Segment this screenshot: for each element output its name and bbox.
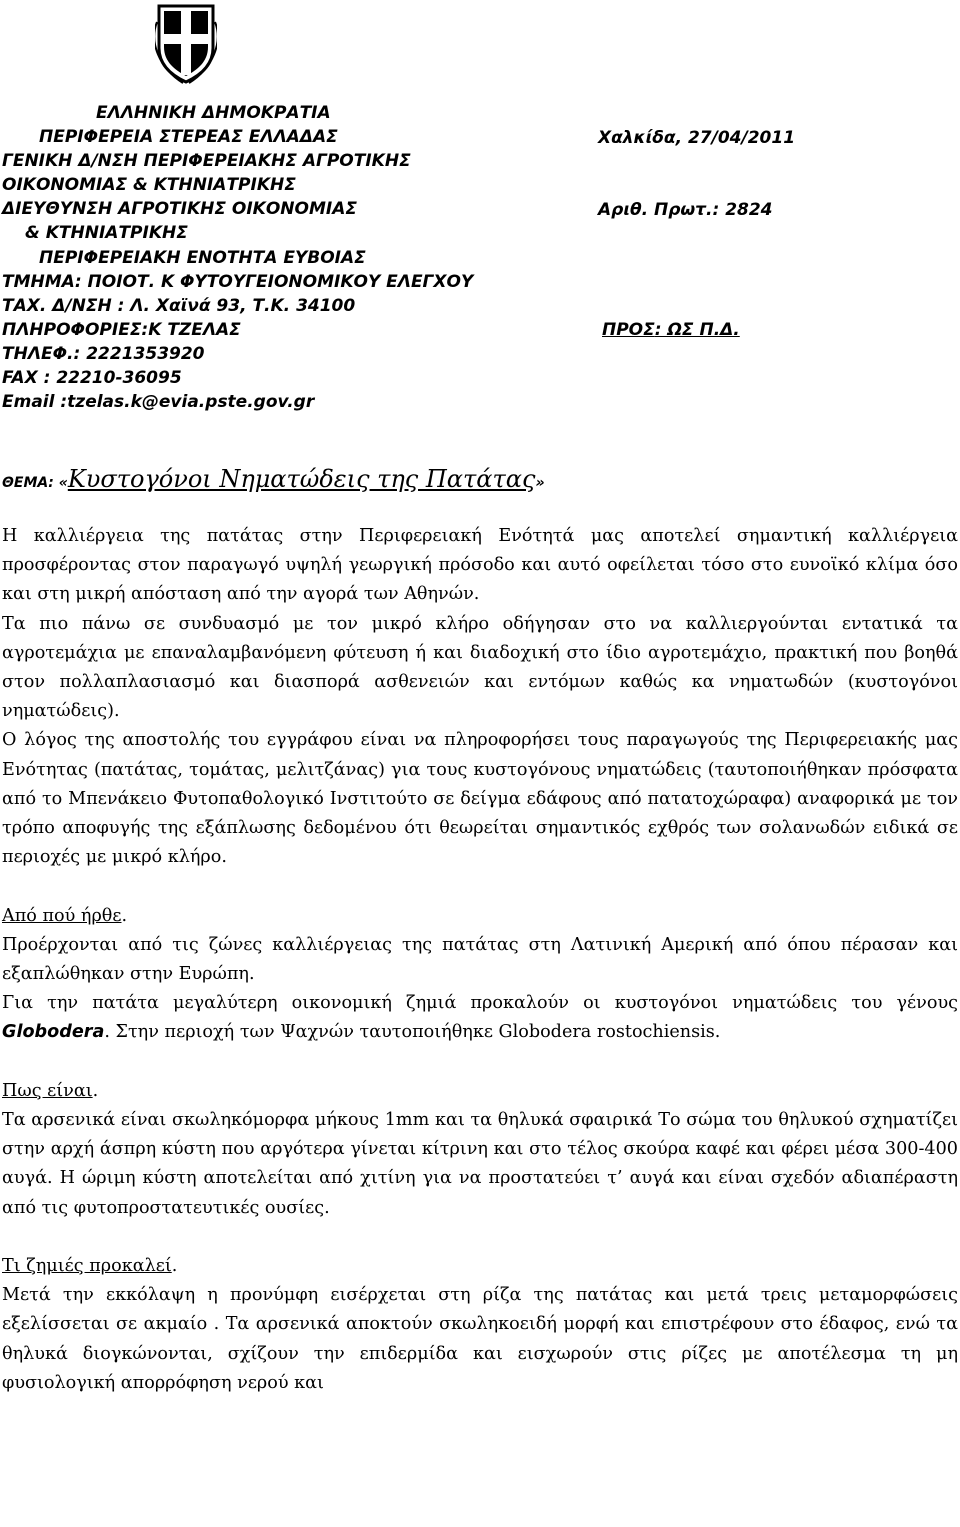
genus-text-c: . Στην περιοχή των Ψαχνών ταυτοποιήθηκε Globodera rostochiensis. bbox=[104, 1022, 721, 1043]
recipient bbox=[602, 320, 740, 340]
protocol-number: Αριθ. Πρωτ.: 2824 bbox=[598, 200, 773, 220]
greek-coat-of-arms-icon bbox=[155, 2, 217, 84]
paragraph-intro: Η καλλιέργεια της πατάτας στην Περιφερειακή Ενότητά μας αποτελεί σημαντική καλλιέργεια προσφέροντας στον παραγωγό υψηλή γεωργική πρόσοδο και αυτό οφείλεται τόσο στο ευνοϊκό κλίμα όσο και στη μικρή απόσταση από την αγορά των Αθηνών. bbox=[2, 526, 958, 605]
header-line-phone: ΤΗΛΕΦ.: 2221353920 bbox=[2, 343, 205, 364]
recipient-value: : ΩΣ Π.Δ. bbox=[654, 320, 740, 340]
header-line-general-directorate: ΓΕΝΙΚΗ Δ/ΝΣΗ ΠΕΡΙΦΕΡΕΙΑΚΗΣ ΑΓΡΟΤΙΚΗΣ bbox=[2, 151, 411, 172]
header-line-department: ΤΜΗΜΑ: ΠΟΙΟΤ. Κ ΦΥΤΟΥΓΕΙΟΝΟΜΙΚΟΥ ΕΛΕΓΧΟΥ bbox=[2, 271, 474, 292]
genus-name: Globodera bbox=[2, 1022, 105, 1043]
paragraph-genus bbox=[2, 989, 958, 1047]
section-heading-damage: Τι ζημιές προκαλεί. bbox=[2, 1256, 178, 1277]
header-line-fax: FAX : 22210-36095 bbox=[2, 368, 182, 389]
header-line-region: ΠΕΡΙΦΕΡΕΙΑ ΣΤΕΡΕΑΣ ΕΛΛΑΔΑΣ bbox=[39, 127, 338, 148]
subject-line bbox=[2, 465, 545, 493]
paragraph-description: Τα αρσενικά είναι σκωληκόμορφα μήκους 1mm και τα θηλυκά σφαιρικά Το σώμα του θηλυκού σχηματίζει στην αρχή άσπρη κύστη που αργότερα γίνεται κίτρινη και στο τέλος σκούρα καφέ και φέρει μέσα 300-400 αυγά. Η ώριμη κύστη αποτελείται από χιτίνη για να προστατεύει τ’ αυγά και είναι σχεδόν αδιαπέραστη από τις φυτοπροστατευτικές ουσίες. bbox=[2, 1110, 958, 1218]
genus-text-a: Για την πατάτα μεγαλύτερη οικονομική ζημιά προκαλούν οι κυστογόνοι νηματώδεις του γένους bbox=[2, 993, 958, 1014]
header-line-republic: ΕΛΛΗΝΙΚΗ ΔΗΜΟΚΡΑΤΙΑ bbox=[96, 103, 331, 123]
subject-label: ΘΕΜΑ: « bbox=[2, 475, 68, 491]
header-line-email: Email :tzelas.k@evia.pste.gov.gr bbox=[2, 392, 315, 413]
header-line-regional-unit: ΠΕΡΙΦΕΡΕΙΑΚΗ ΕΝΟΤΗΤΑ ΕΥΒΟΙΑΣ bbox=[39, 247, 366, 268]
header-line-contact: ΠΛΗΡΟΦΟΡΙΕΣ:Κ ΤΖΕΛΑΣ bbox=[2, 319, 241, 340]
document-body bbox=[2, 522, 958, 1398]
paragraph-origin: Προέρχονται από τις ζώνες καλλιέργειας της πατάτας στη Λατινική Αμερική από όπου πέρασαν και εξαπλώθηκαν στην Ευρώπη. bbox=[2, 934, 958, 985]
paragraph-causes: Τα πιο πάνω σε συνδυασμό με τον μικρό κλήρο οδήγησαν στο να καλλιεργούνται εντατικά τα αγροτεμάχια με επαναλαμβανόμενη φύτευση ή και διαδοχική στο ίδιο αγροτεμάχιο, πρακτική που βοηθά στον πολλαπλασιασμό και διασπορά ασθενειών και εντόμων καθώς κα νηματωδών (κυστογόνοι νηματώδεις). bbox=[2, 613, 958, 722]
section-heading-origin: Από πού ήρθε. bbox=[2, 905, 128, 926]
header-line-directorate: ΔΙΕΥΘΥΝΣΗ ΑΓΡΟΤΙΚΗΣ ΟΙΚΟΝΟΜΙΑΣ bbox=[2, 199, 357, 220]
section-heading-description: Πως είναι. bbox=[2, 1080, 99, 1101]
document-date: Χαλκίδα, 27/04/2011 bbox=[598, 128, 796, 148]
header-line-veterinary: & ΚΤΗΝΙΑΤΡΙΚΗΣ bbox=[25, 223, 188, 244]
paragraph-damage: Μετά την εκκόλαψη η προνύμφη εισέρχεται στη ρίζα της πατάτας και μετά τρεις μεταμορφώσεις εξελίσσεται σε ακμαίο . Τα αρσενικά αποκτούν σκωληκοειδή μορφή και επιστρέφουν στο έδαφος, ενώ τα θηλυκά διογκώνονται, σχίζουν την επιδερμίδα και εισχωρούν στις ρίζες με αποτέλεσμα τη μη φυσιολογική απορρόφηση νερού και bbox=[2, 1285, 958, 1393]
recipient-label: ΠΡΟΣ bbox=[602, 320, 655, 340]
header-line-economy: ΟΙΚΟΝΟΜΙΑΣ & ΚΤΗΝΙΑΤΡΙΚΗΣ bbox=[2, 175, 296, 196]
subject-title: Κυστογόνοι Νηματώδεις της Πατάτας bbox=[67, 465, 536, 493]
subject-close: » bbox=[535, 475, 545, 491]
sender-header bbox=[2, 101, 473, 414]
header-line-address: ΤΑΧ. Δ/ΝΣΗ : Λ. Χαϊνά 93, Τ.Κ. 34100 bbox=[2, 295, 356, 316]
paragraph-purpose: Ο λόγος της αποστολής του εγγράφου είναι να πληροφορήσει τους παραγωγούς της Περιφερειακής μας Ενότητας (πατάτας, τομάτας, μελιτζάνας) για τους κυστογόνους νηματώδεις (ταυτοποιήθηκαν πρόσφατα από το Μπενάκειο Φυτοπαθολογικό Ινστιτούτο σε δείγμα εδάφους από πατατοχώραφα) αναφορικά με τον τρόπο αποφυγής της εξάπλωσης δεδομένου ότι θεωρείται σημαντικός εχθρός των σολανωδών ειδικά σε περιοχές με μικρό κλήρο. bbox=[2, 730, 958, 868]
